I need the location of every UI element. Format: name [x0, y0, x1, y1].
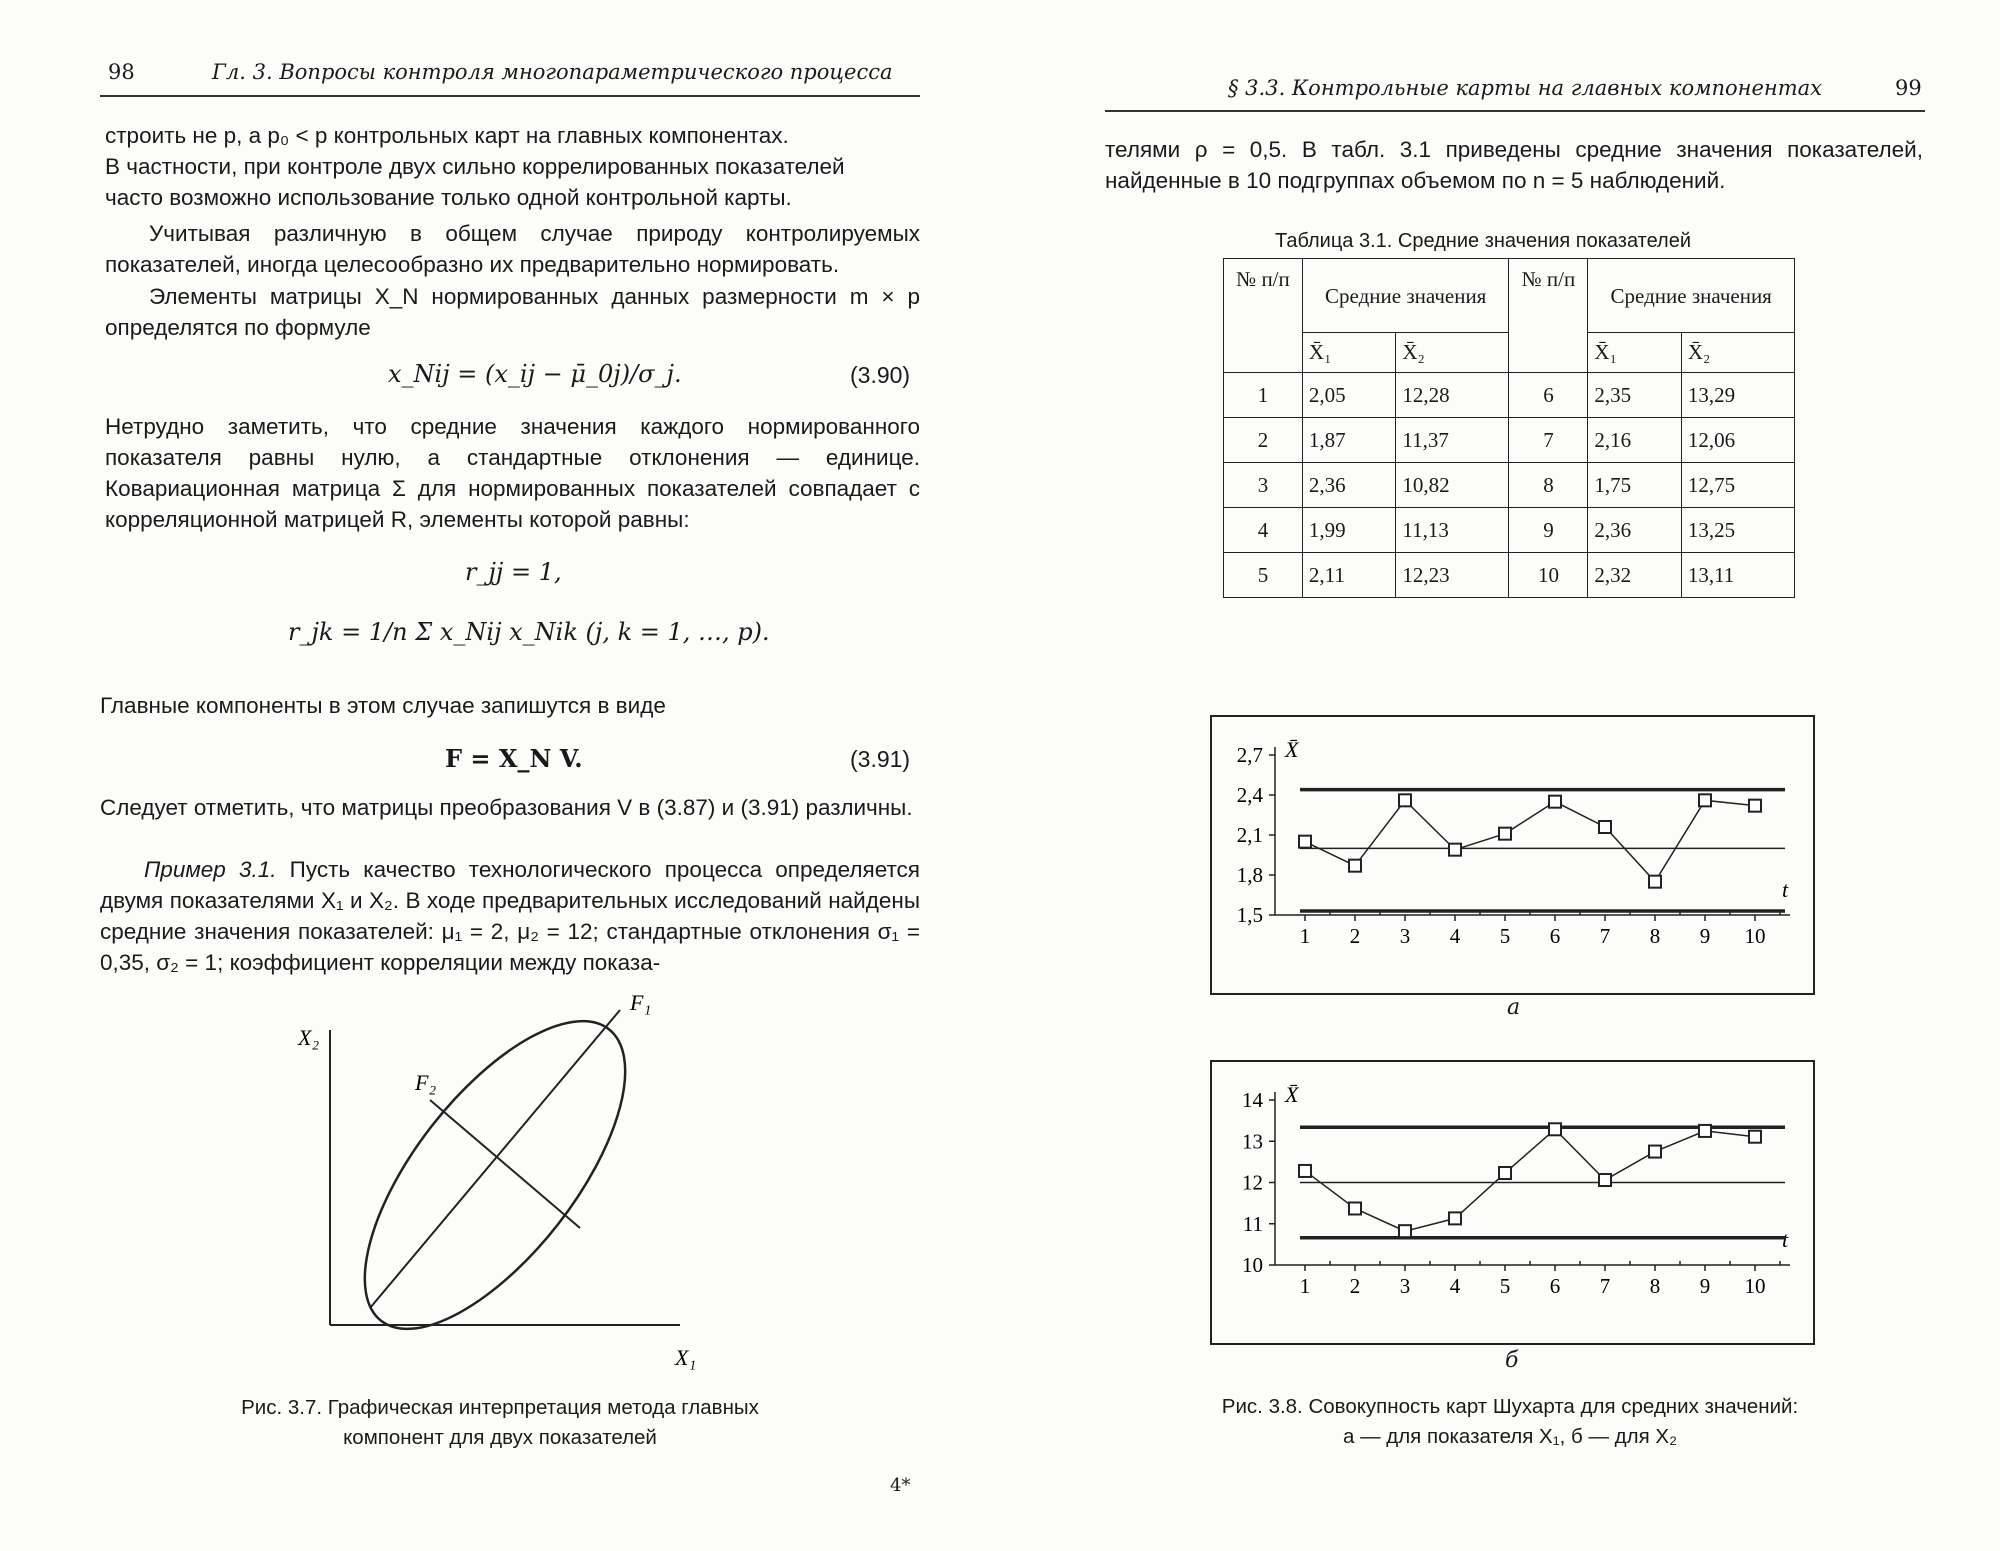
- chart-frame: [1211, 716, 1814, 994]
- paragraph-2: Учитывая различную в общем случае природу контролируемых показателей, иногда целесообразно их предварительно нормировать.: [105, 221, 920, 277]
- axis-label-x1: X₁: [675, 1345, 697, 1370]
- paragraph-1: телями ρ = 0,5. В табл. 3.1 приведены средние значения показателей, найденные в 10 подгруппах объемом по n = 5 наблюдений.: [1105, 137, 1923, 193]
- table-row: 5 2,11 12,23 10 2,32 13,11: [1224, 553, 1795, 598]
- figure-3-7: [280, 990, 740, 1380]
- x-tick-label: 1: [1299, 1274, 1311, 1298]
- data-point: [1449, 1212, 1461, 1224]
- header-x2: X̄₂: [1681, 333, 1794, 373]
- header-x1: X̄₁: [1302, 333, 1395, 373]
- right-page: [890, 0, 2000, 1551]
- x-tick-label: 4: [1449, 1274, 1461, 1298]
- table-row: 3 2,36 10,82 8 1,75 12,75: [1224, 463, 1795, 508]
- x-tick-label: 6: [1549, 924, 1561, 948]
- paragraph-6: Следует отметить, что матрицы преобразования V в (3.87) и (3.91) различны.: [100, 795, 913, 820]
- x-tick-label: 9: [1699, 924, 1711, 948]
- data-point: [1299, 1165, 1311, 1177]
- data-table: [1223, 258, 1795, 598]
- x-tick-label: 2: [1349, 1274, 1361, 1298]
- figure-3-7-caption: Рис. 3.7. Графическая интерпретация метода главных компонент для двух показателей: [241, 1396, 759, 1449]
- data-point: [1749, 800, 1761, 812]
- label-f2: F₂: [415, 1070, 437, 1095]
- header-means-1: Средние значения: [1302, 259, 1509, 333]
- equation-rjk: r_jk = 1/n Σ x_Nij x_Nik (j, k = 1, …, p).: [288, 618, 770, 646]
- axis-label-x2: X₂: [298, 1025, 320, 1050]
- series-line: [1305, 800, 1755, 881]
- table-caption: Таблица 3.1. Средние значения показателей: [1275, 230, 1692, 252]
- y-tick-label: 2,4: [1236, 783, 1263, 807]
- equation-3-90: x_Nij = (x_ij − μ̄_0j)/σ_j.: [388, 360, 682, 388]
- header-means-2: Средние значения: [1588, 259, 1795, 333]
- chart-b-label: б: [1505, 1348, 1519, 1373]
- y-tick-label: 1,8: [1236, 863, 1263, 887]
- data-point: [1399, 1225, 1411, 1237]
- data-point: [1699, 794, 1711, 806]
- equation-number: (3.91): [850, 746, 911, 772]
- data-point: [1449, 844, 1461, 856]
- header-x2: X̄₂: [1396, 333, 1509, 373]
- data-point: [1499, 828, 1511, 840]
- x-axis-label: t: [1782, 1227, 1789, 1252]
- data-point: [1549, 796, 1561, 808]
- paragraph-4: Нетрудно заметить, что средние значения каждого нормированного показателя равны нулю, а стандартные отклонения — единице. Ковариационная матрица Σ для нормированных показателей совпадает с корреляционной матрицей R, элементы которой равны:: [105, 414, 920, 532]
- x-tick-label: 9: [1699, 1274, 1711, 1298]
- y-tick-label: 13: [1242, 1129, 1263, 1154]
- y-tick-label: 2,7: [1236, 743, 1263, 767]
- x-tick-label: 8: [1649, 924, 1661, 948]
- page-number: 99: [1895, 76, 1922, 100]
- equation-number: (3.90): [850, 362, 911, 388]
- x-tick-label: 5: [1499, 1274, 1511, 1298]
- x-tick-label: 10: [1744, 924, 1766, 948]
- label-f1: F₁: [630, 990, 652, 1015]
- paragraph-1: строить не p, а p₀ < p контрольных карт на главных компонентах. В частности, при контроле двух сильно коррелированных показателей часто возможно использование только одной контрольной карты.: [105, 123, 845, 210]
- x-tick-label: 2: [1349, 924, 1361, 948]
- x-tick-label: 1: [1299, 924, 1311, 948]
- paragraph-7: Пример 3.1. Пусть качество технологического процесса определяется двумя показателями X₁ и X₂. В ходе предварительных исследований найдены средние значения показателей: μ₁ = 2, μ₂ = 12; стандартные отклонения σ₁ = 0,35, σ₂ = 1; коэффициент корреляции между показа-: [100, 857, 920, 975]
- x-tick-label: 7: [1599, 924, 1611, 948]
- x-tick-label: 3: [1399, 1274, 1411, 1298]
- running-head: Гл. 3. Вопросы контроля многопараметрического процесса: [212, 60, 893, 84]
- y-tick-label: 14: [1242, 1088, 1263, 1112]
- y-axis-label: X̄: [1285, 737, 1299, 762]
- paragraph-3: Элементы матрицы X_N нормированных данных размерности m × p определятся по формуле: [105, 284, 920, 340]
- figure-3-8-caption: Рис. 3.8. Совокупность карт Шухарта для средних значений: а — для показателя X₁, б — для X₂: [1221, 1395, 1799, 1448]
- table-row: 1 2,05 12,28 6 2,35 13,29: [1224, 373, 1795, 418]
- shewhart-chart-b: [1210, 1060, 1815, 1345]
- data-point: [1349, 1202, 1361, 1214]
- page-number: 98: [108, 60, 135, 84]
- running-head: § 3.3. Контрольные карты на главных компонентах: [1228, 76, 1823, 100]
- ellipse: [318, 990, 672, 1370]
- shewhart-chart-a: [1210, 715, 1815, 995]
- table-row: 4 1,99 11,13 9 2,36 13,25: [1224, 508, 1795, 553]
- y-tick-label: 2,1: [1236, 823, 1263, 847]
- data-point: [1399, 794, 1411, 806]
- x-tick-label: 8: [1649, 1274, 1661, 1298]
- table-row: 2 1,87 11,37 7 2,16 12,06: [1224, 418, 1795, 463]
- data-point: [1549, 1123, 1561, 1135]
- data-point: [1499, 1167, 1511, 1179]
- data-point: [1299, 836, 1311, 848]
- y-tick-label: 11: [1242, 1211, 1263, 1236]
- y-axis-label: X̄: [1285, 1082, 1299, 1107]
- data-point: [1649, 1146, 1661, 1158]
- data-point: [1599, 821, 1611, 833]
- header-number-1: № п/п: [1224, 259, 1303, 373]
- y-tick-label: 12: [1242, 1170, 1263, 1195]
- x-axis-label: t: [1782, 877, 1789, 902]
- equation-rjj: r_jj = 1,: [465, 558, 562, 586]
- equation-3-91: F = X_N V.: [445, 744, 583, 773]
- data-point: [1649, 876, 1661, 888]
- header-rule: [1105, 110, 1925, 112]
- y-tick-label: 10: [1242, 1253, 1263, 1277]
- header-x1: X̄₁: [1588, 333, 1681, 373]
- x-tick-label: 7: [1599, 1274, 1611, 1298]
- chart-frame: [1211, 1061, 1814, 1344]
- data-point: [1699, 1125, 1711, 1137]
- chart-a-label: а: [1507, 995, 1521, 1020]
- x-tick-label: 3: [1399, 924, 1411, 948]
- header-number-2: № п/п: [1509, 259, 1588, 373]
- header-rule: [100, 95, 920, 97]
- x-tick-label: 10: [1744, 1274, 1766, 1298]
- data-point: [1599, 1174, 1611, 1186]
- data-point: [1749, 1131, 1761, 1143]
- x-tick-label: 4: [1449, 924, 1461, 948]
- x-tick-label: 5: [1499, 924, 1511, 948]
- series-line: [1305, 1129, 1755, 1231]
- signature-mark: 4*: [890, 1475, 911, 1496]
- y-tick-label: 1,5: [1236, 903, 1263, 927]
- data-point: [1349, 860, 1361, 872]
- x-tick-label: 6: [1549, 1274, 1561, 1298]
- paragraph-5: Главные компоненты в этом случае запишутся в виде: [100, 693, 666, 718]
